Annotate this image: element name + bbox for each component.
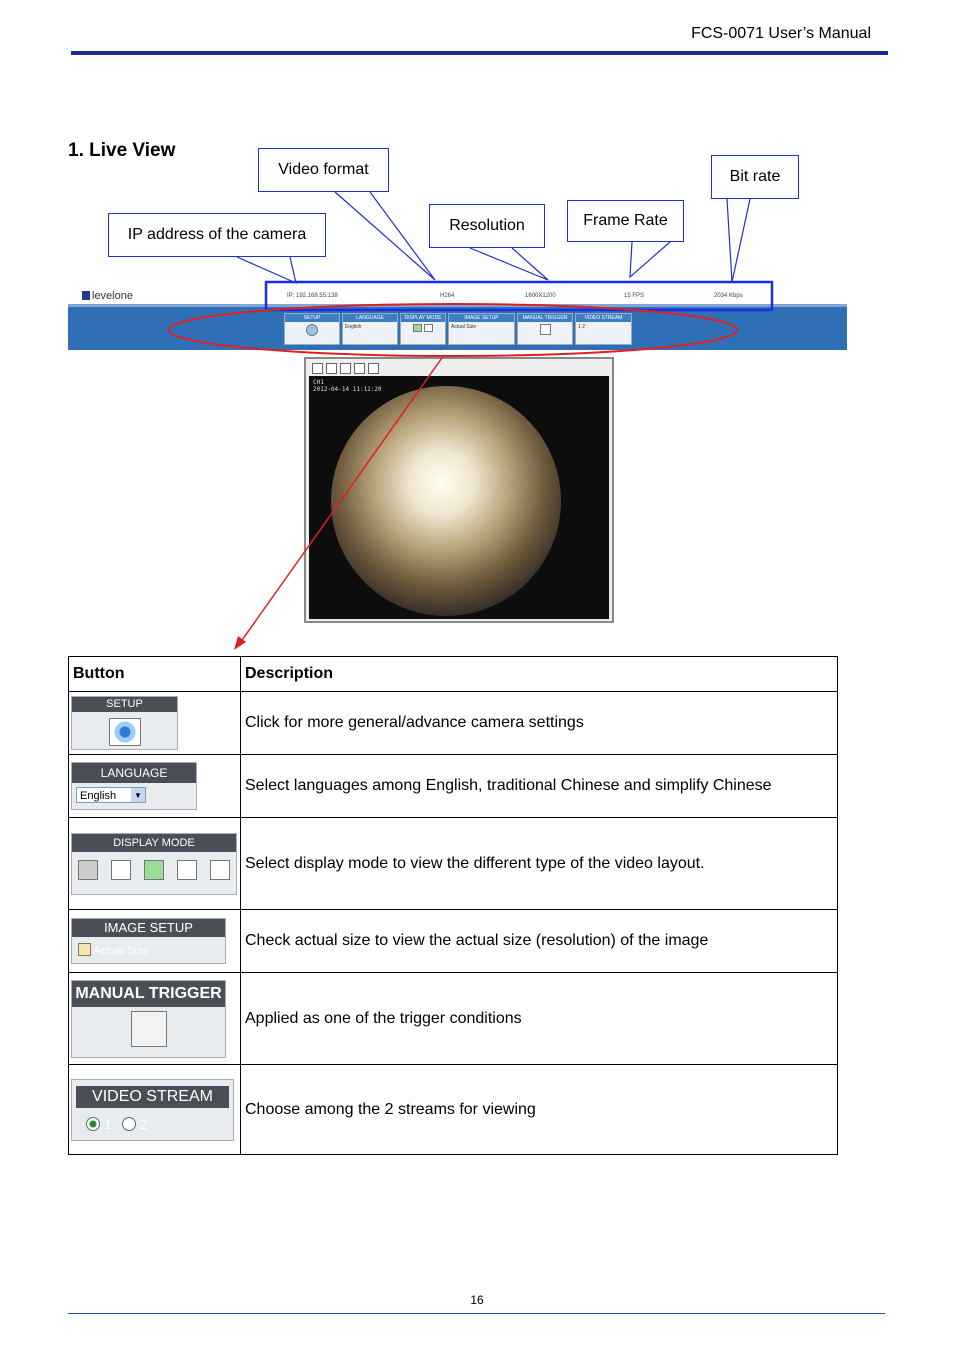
arrow-line xyxy=(240,355,444,643)
status-ip: IP: 192.168.55.138 xyxy=(287,293,338,299)
pointer-resolution xyxy=(470,248,548,280)
video-osd: CH1 2012-04-14 11:11:20 xyxy=(313,379,382,393)
layout-single-icon[interactable] xyxy=(111,860,131,880)
row-description: Choose among the 2 streams for viewing xyxy=(241,1065,838,1155)
mini-video-stream[interactable]: VIDEO STREAM 1 2 xyxy=(575,313,632,345)
manual-trigger-widget[interactable]: MANUAL TRIGGER xyxy=(71,980,226,1058)
display-mode-widget[interactable]: DISPLAY MODE xyxy=(71,833,237,895)
section-heading: 1. Live View xyxy=(68,140,176,161)
mini-image-setup[interactable]: IMAGE SETUP Actual Size xyxy=(448,313,515,345)
language-select[interactable]: English ▼ xyxy=(76,787,146,803)
header-button: Button xyxy=(69,657,241,692)
widget-cell xyxy=(69,1065,241,1155)
callout-bit-rate: Bit rate xyxy=(711,155,799,199)
callout-frame-rate: Frame Rate xyxy=(567,200,684,242)
widget-cell xyxy=(69,910,241,973)
video-stream-widget[interactable]: VIDEO STREAM 1 2 xyxy=(71,1079,234,1141)
layout-fullscreen-icon[interactable] xyxy=(78,860,98,880)
status-format: H264 xyxy=(440,293,455,299)
callout-video-format: Video format xyxy=(258,148,389,192)
mini-setup-button[interactable]: SETUP xyxy=(284,313,340,345)
table-header-row xyxy=(69,657,838,692)
footer-rule xyxy=(68,1313,885,1314)
table-row xyxy=(69,910,838,973)
button-description-table xyxy=(68,656,838,1155)
hand-trigger-icon[interactable] xyxy=(131,1011,167,1047)
status-fps: 15 FPS xyxy=(624,293,645,299)
toolbar-highlight-ellipse xyxy=(169,304,737,356)
layout-quad-icon[interactable] xyxy=(144,860,164,880)
language-widget[interactable]: LANGUAGE English ▼ xyxy=(71,762,197,810)
row-description: Select display mode to view the different type of the video layout. xyxy=(241,818,838,910)
image-setup-widget[interactable]: IMAGE SETUP Actual Size xyxy=(71,918,226,964)
row-description: Check actual size to view the actual size (resolution) of the image xyxy=(241,910,838,973)
table-row xyxy=(69,1065,838,1155)
stream-1-radio[interactable] xyxy=(86,1117,100,1131)
widget-cell xyxy=(69,973,241,1065)
callout-resolution: Resolution xyxy=(429,204,545,248)
chevron-down-icon: ▼ xyxy=(131,788,145,802)
widget-cell xyxy=(69,692,241,755)
row-description: Click for more general/advance camera settings xyxy=(241,692,838,755)
setup-widget[interactable]: SETUP xyxy=(71,696,178,750)
table-row xyxy=(69,973,838,1065)
pointer-video-format xyxy=(335,192,435,280)
page-number: 16 xyxy=(470,1293,484,1307)
widget-cell xyxy=(69,755,241,818)
levelone-logo: levelone xyxy=(82,290,133,302)
table-row xyxy=(69,755,838,818)
table-row xyxy=(69,818,838,910)
layout-pip-icon[interactable] xyxy=(177,860,197,880)
gear-icon xyxy=(109,718,141,746)
mini-display-mode[interactable]: DISPLAY MODE xyxy=(400,313,446,345)
pointer-frame-rate xyxy=(630,242,670,277)
layout-list-icon[interactable] xyxy=(210,860,230,880)
actual-size-checkbox[interactable] xyxy=(78,943,91,956)
stream-2-radio[interactable] xyxy=(122,1117,136,1131)
mini-manual-trigger[interactable]: MANUAL TRIGGER xyxy=(517,313,573,345)
status-resolution: 1600X1200 xyxy=(525,293,556,299)
pointer-bit-rate xyxy=(727,199,750,282)
status-bitrate: 2034 Kbps xyxy=(714,293,743,299)
row-description: Applied as one of the trigger conditions xyxy=(241,973,838,1065)
mini-language-select[interactable]: LANGUAGE English xyxy=(342,313,398,345)
callout-ip-address: IP address of the camera xyxy=(108,213,326,257)
widget-cell xyxy=(69,818,241,910)
table-row xyxy=(69,692,838,755)
manual-title: FCS-0071 User’s Manual xyxy=(691,25,871,42)
row-description: Select languages among English, traditional Chinese and simplify Chinese xyxy=(241,755,838,818)
pointer-ip-address xyxy=(237,257,296,283)
header-description: Description xyxy=(241,657,838,692)
